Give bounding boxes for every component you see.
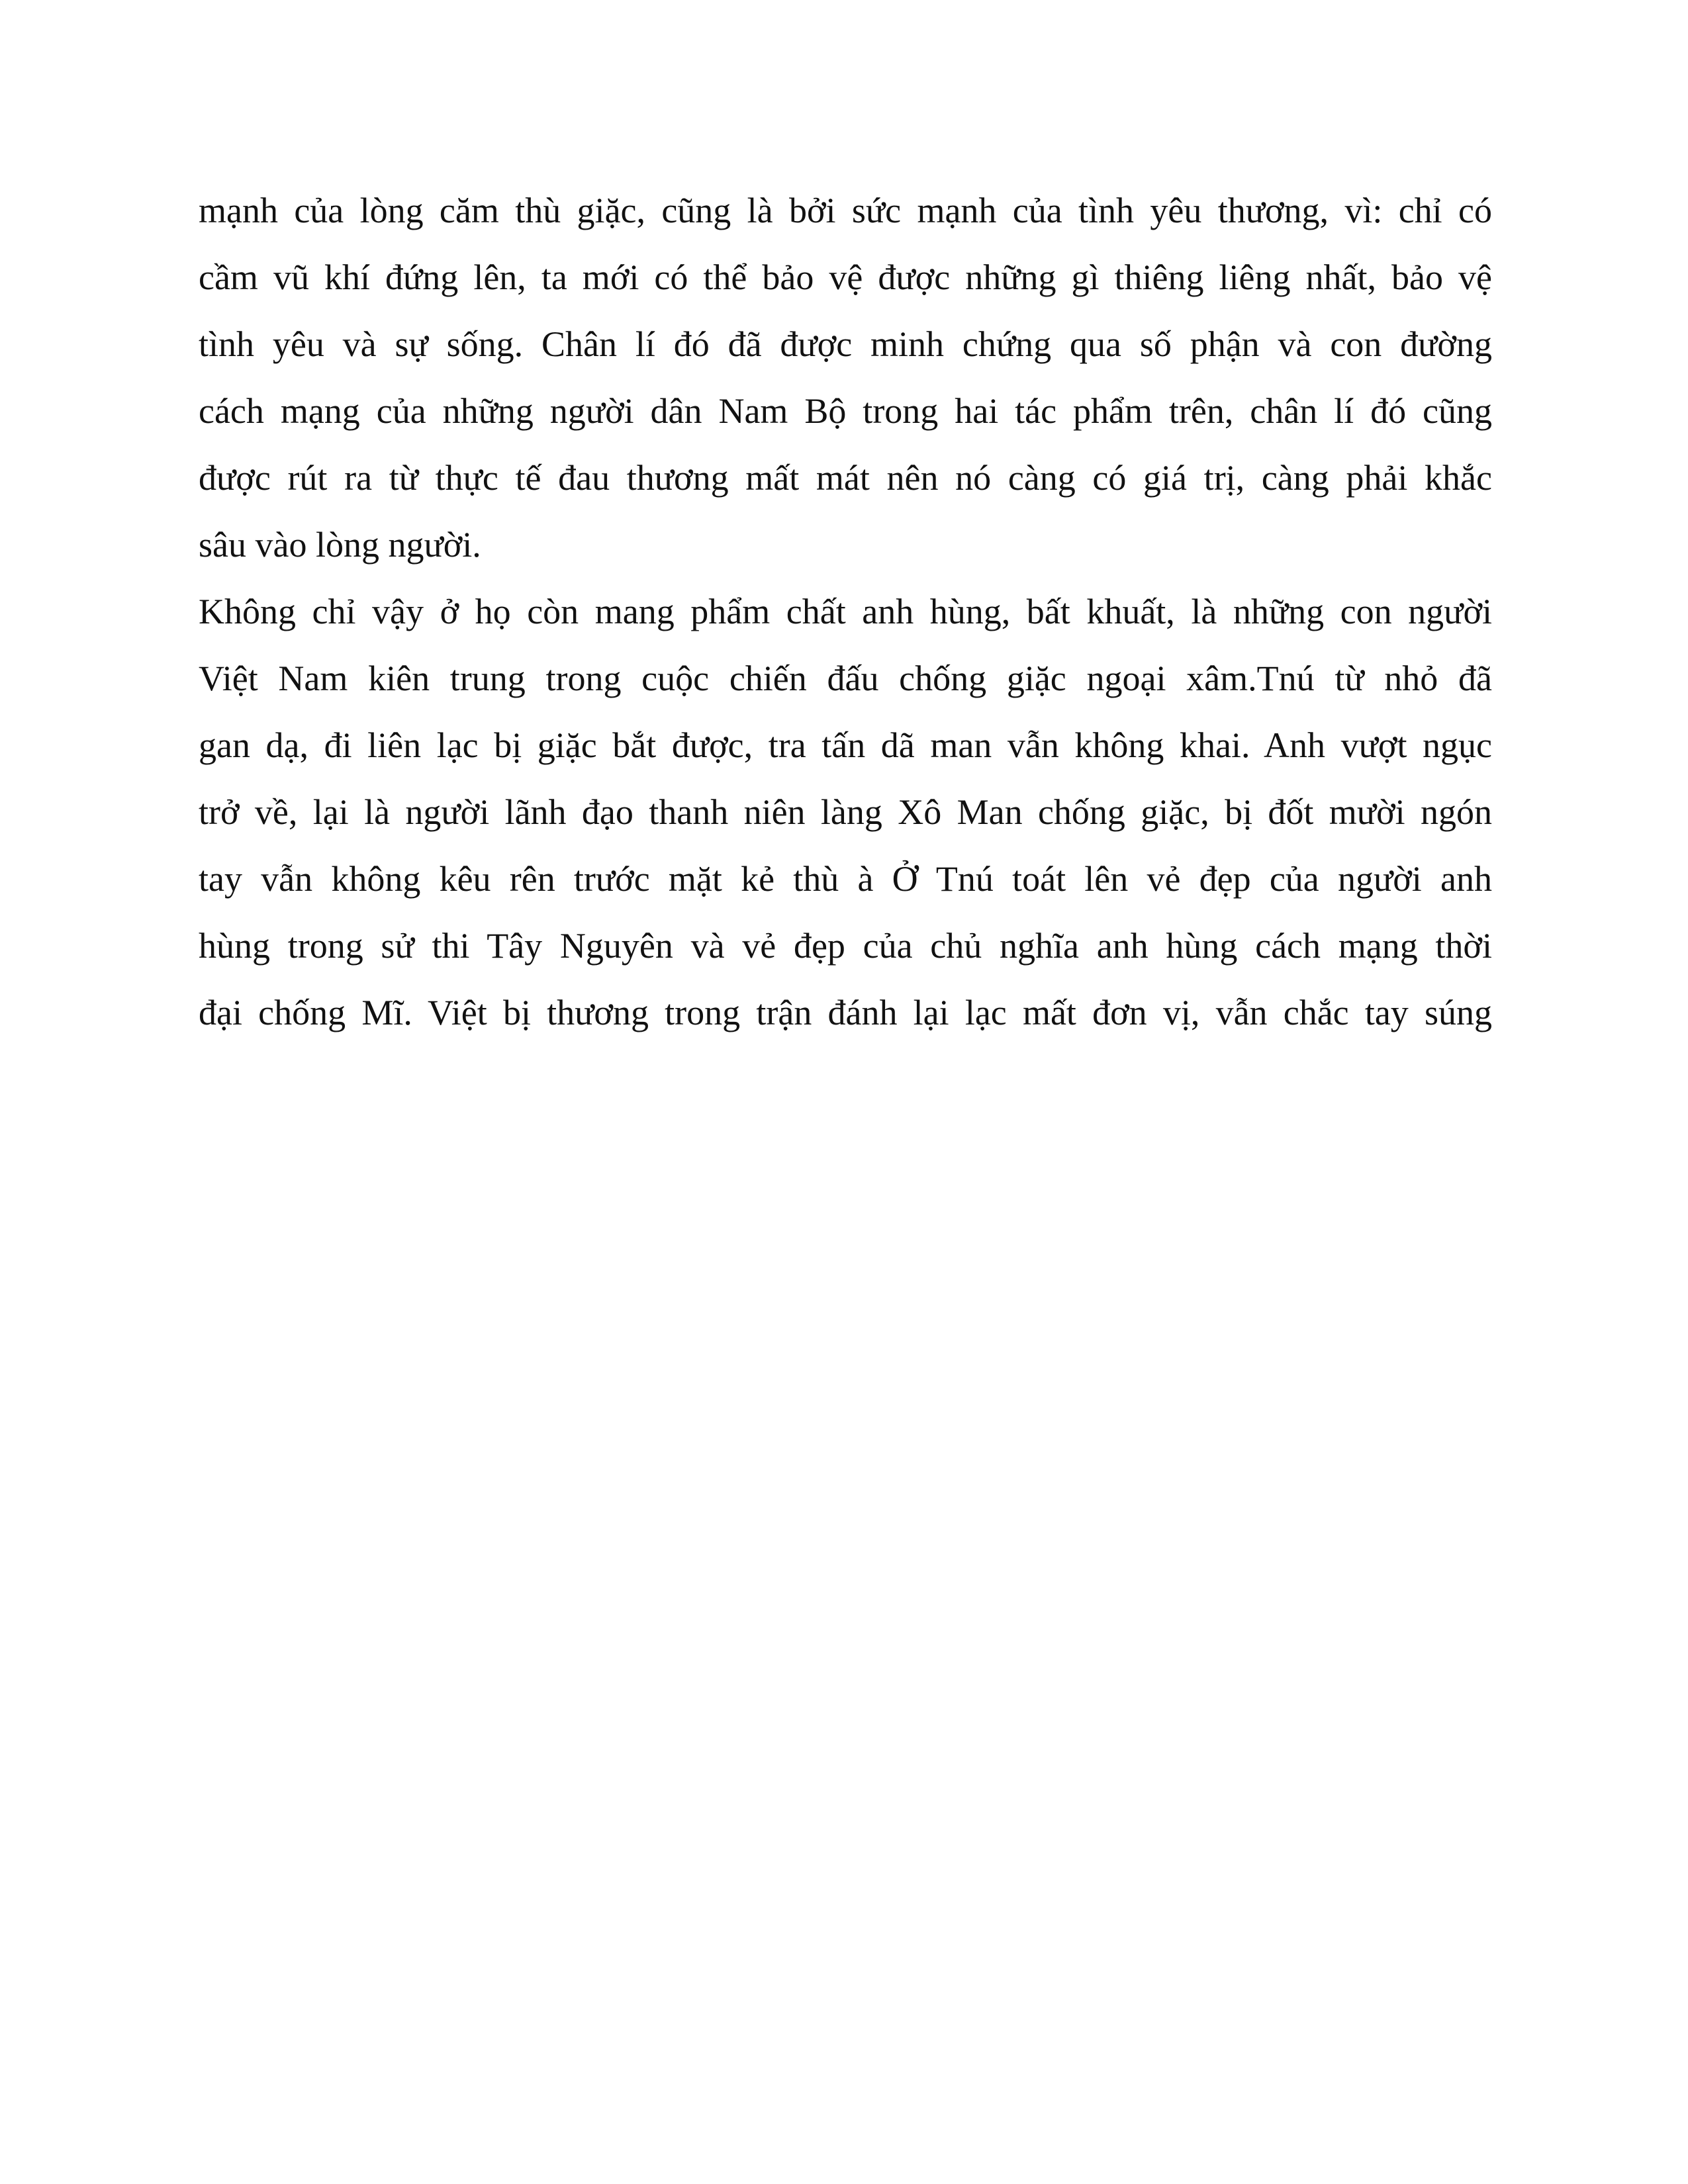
- paragraph-1: [199, 177, 1492, 578]
- text-line: tình yêu và sự sống. Chân lí đó đã được minh chứng qua số phận và con đường: [199, 324, 1492, 364]
- text-line: sâu vào lòng người.: [199, 525, 481, 565]
- paragraph-2: [199, 578, 1492, 1046]
- text-line: Việt Nam kiên trung trong cuộc chiến đấu chống giặc ngoại xâm.Tnú từ nhỏ đã: [199, 659, 1492, 698]
- text-line: Không chỉ vậy ở họ còn mang phẩm chất anh hùng, bất khuất, là những con người: [199, 592, 1492, 631]
- text-line: được rút ra từ thực tế đau thương mất mát nên nó càng có giá trị, càng phải khắc: [199, 458, 1492, 498]
- text-line: trở về, lại là người lãnh đạo thanh niên làng Xô Man chống giặc, bị đốt mười ngón: [199, 792, 1492, 832]
- text-line: gan dạ, đi liên lạc bị giặc bắt được, tra tấn dã man vẫn không khai. Anh vượt ngục: [199, 725, 1492, 765]
- text-line: cầm vũ khí đứng lên, ta mới có thể bảo vệ được những gì thiêng liêng nhất, bảo vệ: [199, 257, 1492, 297]
- text-line: cách mạng của những người dân Nam Bộ trong hai tác phẩm trên, chân lí đó cũng: [199, 391, 1492, 431]
- text-line: tay vẫn không kêu rên trước mặt kẻ thù à Ở Tnú toát lên vẻ đẹp của người anh: [199, 859, 1492, 899]
- text-line: mạnh của lòng căm thù giặc, cũng là bởi sức mạnh của tình yêu thương, vì: chỉ có: [199, 191, 1492, 230]
- text-line: đại chống Mĩ. Việt bị thương trong trận đánh lại lạc mất đơn vị, vẫn chắc tay súng: [199, 993, 1492, 1032]
- text-line: hùng trong sử thi Tây Nguyên và vẻ đẹp của chủ nghĩa anh hùng cách mạng thời: [199, 926, 1492, 966]
- body-text: [199, 177, 1492, 1046]
